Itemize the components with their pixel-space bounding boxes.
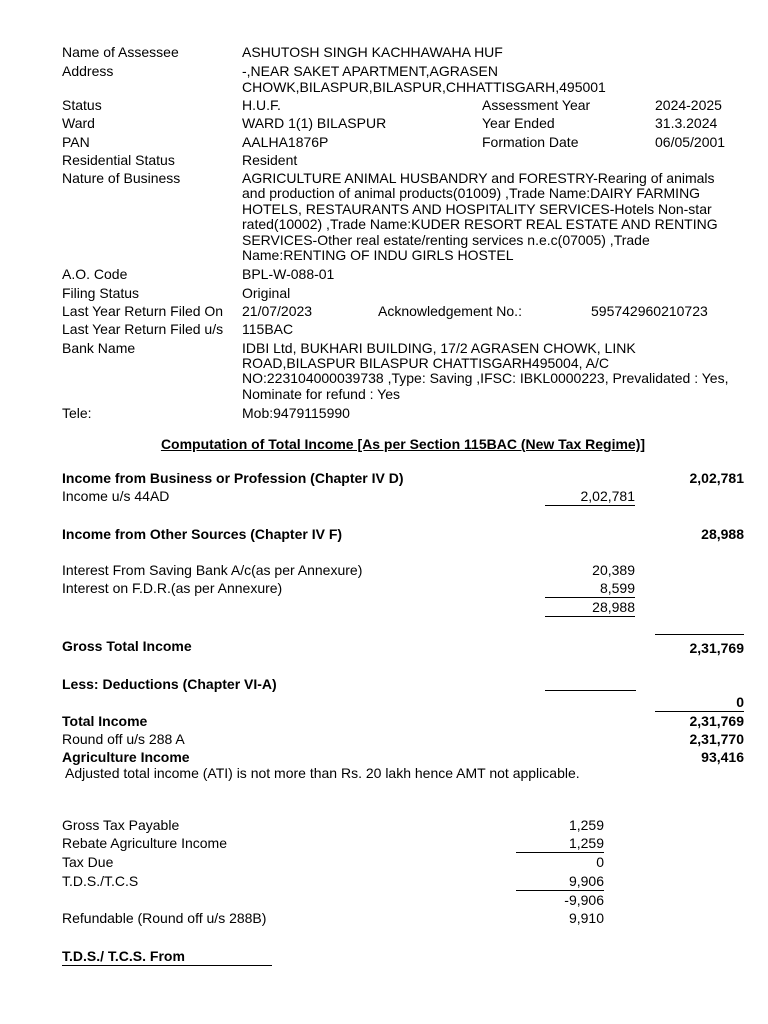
tax-due-value: 0 [596, 854, 604, 870]
computation-title: Computation of Total Income [As per Section 115BAC (New Tax Regime)] [160, 436, 646, 452]
refundable-value: 9,910 [568, 910, 604, 926]
gross-total-income-value: 2,31,769 [689, 640, 744, 656]
bank-line-1: IDBI Ltd, BUKHARI BUILDING, 17/2 AGRASEN CHOWK, LINK [242, 340, 636, 356]
address-label: Address [62, 63, 114, 79]
pan-label: PAN [62, 134, 90, 150]
other-sources-total: 28,988 [701, 526, 744, 542]
last-return-on-value: 21/07/2023 [242, 303, 313, 319]
formation-date-label: Formation Date [482, 134, 579, 150]
filing-status-value: Original [242, 285, 291, 301]
ati-note: Adjusted total income (ATI) is not more than Rs. 20 lakh hence AMT not applicable. [65, 765, 580, 781]
bank-line-2: ROAD,BILASPUR BILASPUR CHATTISGARH495004, A/C [242, 355, 609, 371]
assessment-year-value: 2024-2025 [655, 97, 722, 113]
gti-rule [655, 634, 744, 635]
last-return-us-value: 115BAC [242, 321, 294, 337]
formation-date-value: 06/05/2001 [655, 134, 726, 150]
residential-status-value: Resident [242, 152, 298, 168]
bank-line-3: NO:223104000039738 ,Type: Saving ,IFSC: IBKL0000223, Prevalidated : Yes, [242, 370, 729, 386]
name-value: ASHUTOSH SINGH KACHHAWAHA HUF [242, 44, 503, 60]
total-income-value: 2,31,769 [689, 713, 744, 729]
last-return-us-label: Last Year Return Filed u/s [62, 321, 224, 337]
deductions-value: 0 [655, 694, 744, 712]
tds-value: 9,906 [516, 873, 604, 891]
tele-label: Tele: [62, 405, 92, 421]
total-income-label: Total Income [62, 713, 148, 729]
gross-total-income-label: Gross Total Income [62, 638, 192, 654]
business-income-heading: Income from Business or Profession (Chapter IV D) [62, 470, 404, 486]
bank-name-label: Bank Name [62, 340, 136, 356]
acknowledgement-value: 595742960210723 [591, 303, 708, 319]
ao-code-value: BPL-W-088-01 [242, 266, 335, 282]
deductions-rule [545, 690, 636, 691]
gross-tax-value: 1,259 [568, 817, 604, 833]
income-44ad-value: 2,02,781 [545, 488, 635, 506]
pan-value: AALHA1876P [242, 134, 329, 150]
net-tax-value: -9,906 [564, 892, 604, 908]
agriculture-income-value: 93,416 [701, 749, 744, 765]
tax-due-label: Tax Due [62, 854, 114, 870]
nature-line-2: and production of animal products(01009) ,Trade Name:DAIRY FARMING [242, 185, 701, 201]
ao-code-label: A.O. Code [62, 266, 128, 282]
residential-status-label: Residential Status [62, 152, 175, 168]
nature-line-1: AGRICULTURE ANIMAL HUSBANDRY and FORESTRY-Rearing of animals [242, 170, 715, 186]
nature-line-4: rated(10002) ,Trade Name:KUDER RESORT REAL ESTATE AND RENTING [242, 216, 718, 232]
status-label: Status [62, 97, 102, 113]
rebate-value: 1,259 [516, 835, 604, 853]
gross-tax-label: Gross Tax Payable [62, 817, 180, 833]
rebate-label: Rebate Agriculture Income [62, 835, 227, 851]
fdr-interest-label: Interest on F.D.R.(as per Annexure) [62, 580, 283, 596]
nature-line-3: HOTELS, RESTAURANTS AND HOSPITALITY SERVICES-Hotels Non-star [242, 201, 712, 217]
tds-from-heading: T.D.S./ T.C.S. From [62, 948, 272, 966]
ward-label: Ward [62, 115, 95, 131]
nature-line-6: Name:RENTING OF INDU GIRLS HOSTEL [242, 247, 514, 263]
last-return-on-label: Last Year Return Filed On [62, 303, 224, 319]
nature-of-business-label: Nature of Business [62, 170, 181, 186]
name-label: Name of Assessee [62, 44, 179, 60]
other-sources-subtotal: 28,988 [545, 599, 635, 617]
income-44ad-label: Income u/s 44AD [62, 488, 170, 504]
fdr-interest-value: 8,599 [545, 580, 635, 598]
year-ended-value: 31.3.2024 [655, 115, 718, 131]
saving-interest-value: 20,389 [592, 562, 635, 578]
agriculture-income-label: Agriculture Income [62, 749, 190, 765]
year-ended-label: Year Ended [482, 115, 555, 131]
business-income-total: 2,02,781 [689, 470, 744, 486]
bank-line-4: Nominate for refund : Yes [242, 386, 400, 402]
round-off-value: 2,31,770 [689, 731, 744, 747]
other-sources-heading: Income from Other Sources (Chapter IV F) [62, 526, 343, 542]
address-line-2: CHOWK,BILASPUR,BILASPUR,CHHATTISGARH,495001 [242, 79, 606, 95]
nature-line-5: SERVICES-Other real estate/renting services n.e.c(07005) ,Trade [242, 232, 650, 248]
status-value: H.U.F. [242, 97, 281, 113]
filing-status-label: Filing Status [62, 285, 140, 301]
acknowledgement-label: Acknowledgement No.: [378, 303, 522, 319]
assessment-year-label: Assessment Year [482, 97, 591, 113]
round-off-label: Round off u/s 288 A [62, 731, 185, 747]
address-line-1: -,NEAR SAKET APARTMENT,AGRASEN [242, 63, 498, 79]
deductions-label: Less: Deductions (Chapter VI-A) [62, 676, 277, 692]
refundable-label: Refundable (Round off u/s 288B) [62, 910, 267, 926]
tele-value: Mob:9479115990 [242, 405, 350, 421]
ward-value: WARD 1(1) BILASPUR [242, 115, 387, 131]
tds-label: T.D.S./T.C.S [62, 873, 139, 889]
saving-interest-label: Interest From Saving Bank A/c(as per Annexure) [62, 562, 363, 578]
